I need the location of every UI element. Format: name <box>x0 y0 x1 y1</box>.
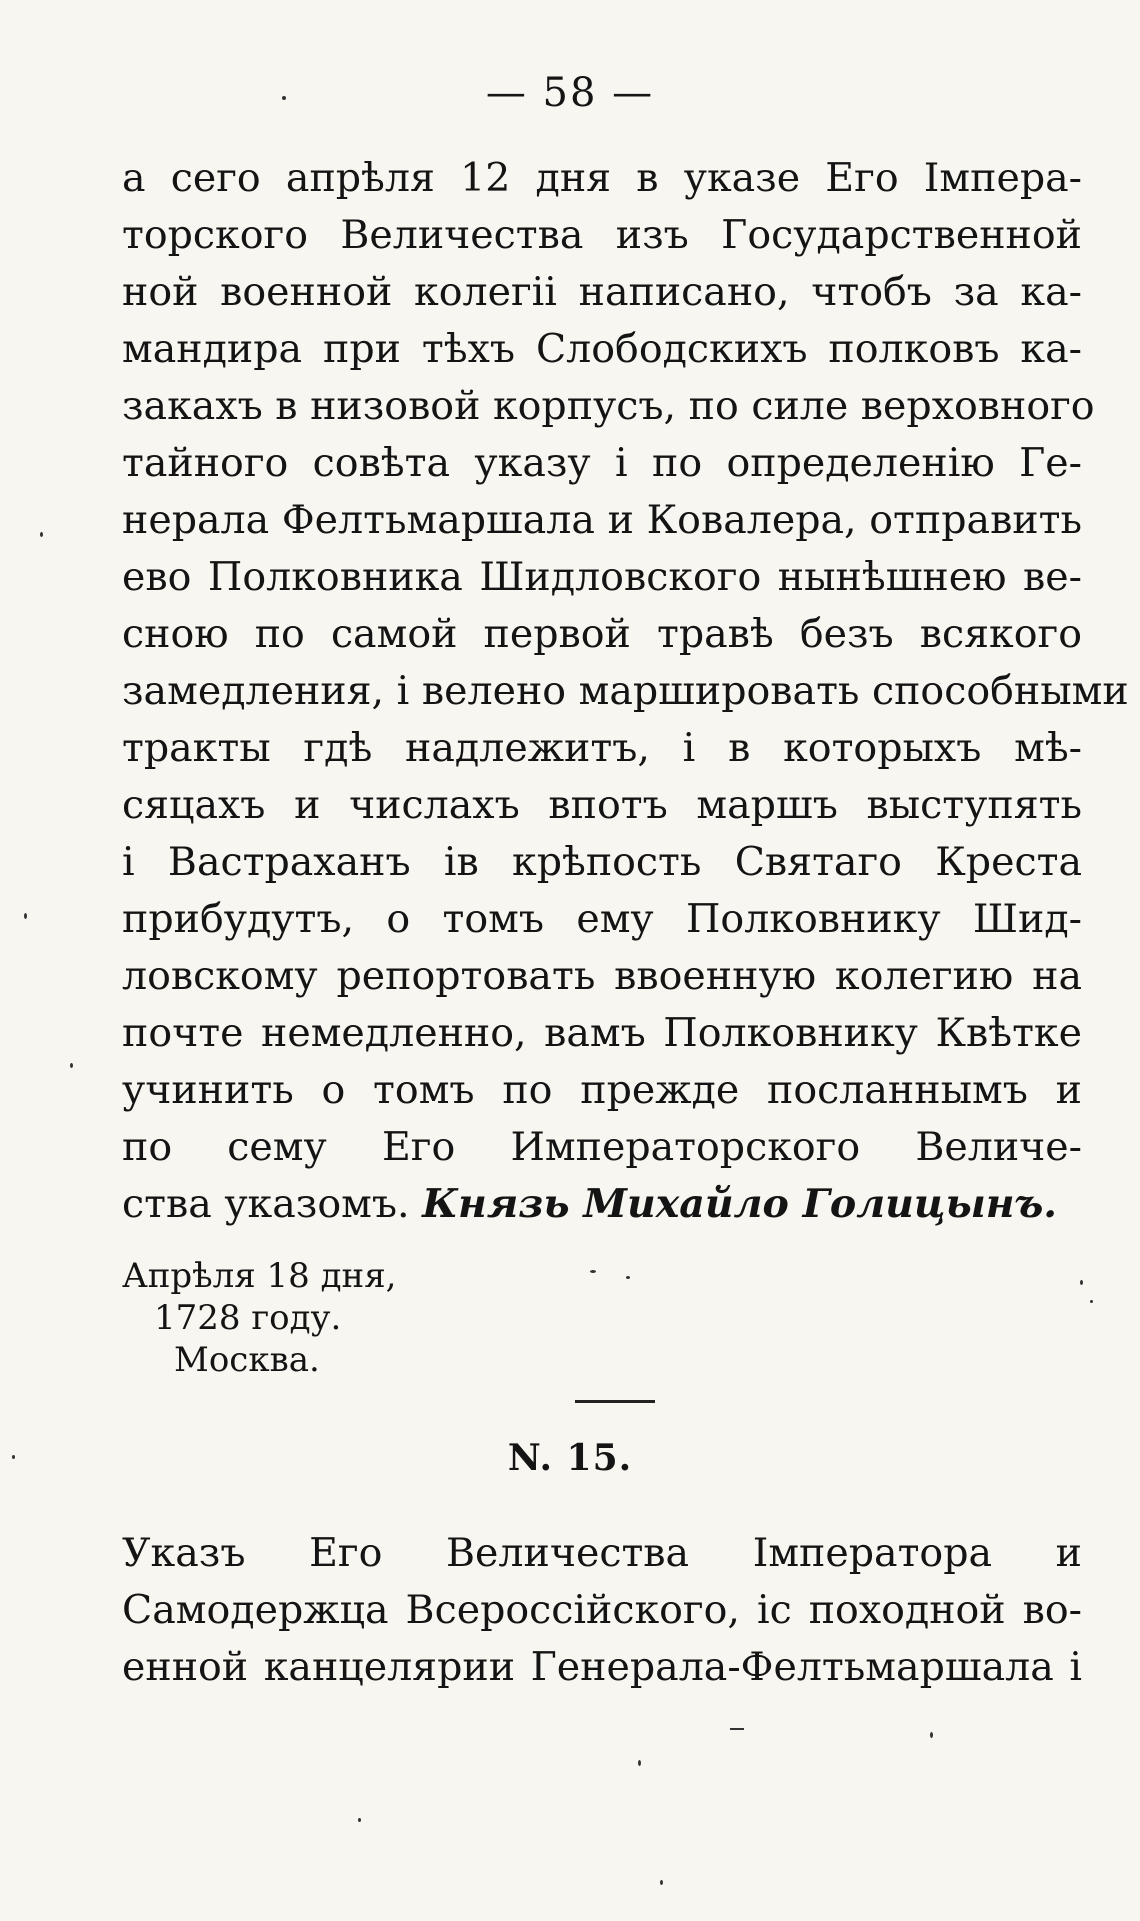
dateline-year: 1728 году. <box>154 1298 342 1338</box>
text-line: мандира при тѣхъ Слободскихъ полковъ ка- <box>122 326 1082 372</box>
dateline-place: Москва. <box>174 1340 320 1380</box>
text-line: замедления, і велено маршировать способными <box>122 668 1129 714</box>
print-speck <box>12 1455 15 1459</box>
heading-line: енной канцелярии Генерала-Фелтьмаршала і <box>122 1644 1082 1690</box>
text-line: нерала Фелтьмаршала и Ковалера, отправить <box>122 497 1082 543</box>
print-speck <box>40 532 43 537</box>
print-speck <box>358 1818 361 1822</box>
print-speck <box>930 1732 933 1738</box>
decree-body-text <box>122 150 1129 1233</box>
decree-heading-text <box>122 1525 1082 1696</box>
text-line: сяцахъ и числахъ впотъ маршъ выступять <box>122 782 1082 828</box>
print-speck <box>282 96 286 100</box>
document-number: N. 15. <box>507 1437 633 1479</box>
heading-line: Указъ Его Величества Імператора и <box>122 1530 1082 1576</box>
print-speck <box>590 1270 596 1273</box>
print-speck <box>730 1728 744 1730</box>
text-line: закахъ в низовой корпусъ, по силе верховного <box>122 383 1095 429</box>
text-line: прибудутъ, о томъ ему Полковнику Шид- <box>122 896 1082 942</box>
text-line: ево Полковника Шидловского нынѣшнею ве- <box>122 554 1082 600</box>
text-line: учинить о томъ по прежде посланнымъ и <box>122 1067 1082 1113</box>
heading-line: Самодержца Всероссійского, іс походной во- <box>122 1587 1082 1633</box>
text-line: ловскому репортовать ввоенную колегию на <box>122 953 1082 999</box>
text-line: а сего апрѣля 12 дня в указе Его Імпера- <box>122 155 1082 201</box>
text-line: тракты гдѣ надлежитъ, і в которыхъ мѣ- <box>122 725 1082 771</box>
dateline <box>122 1255 396 1381</box>
closing-text: ства указомъ. <box>122 1181 410 1227</box>
text-line: сною по самой первой травѣ безъ всякого <box>122 611 1082 657</box>
print-speck <box>638 1760 641 1766</box>
print-speck <box>24 913 27 919</box>
print-speck <box>1080 1280 1083 1285</box>
dateline-date: Апрѣля 18 дня, <box>122 1256 397 1296</box>
text-line: ной военной колегіі написано, чтобъ за ка- <box>122 269 1082 315</box>
text-line: і Вастраханъ ів крѣпость Святаго Креста <box>122 839 1082 885</box>
section-divider <box>575 1400 655 1403</box>
text-line: почте немедленно, вамъ Полковнику Квѣтке <box>122 1010 1082 1056</box>
text-line: тайного совѣта указу і по определенію Ге- <box>122 440 1082 486</box>
text-line: торского Величества изъ Государственной <box>122 212 1082 258</box>
print-speck <box>1090 1300 1093 1303</box>
print-speck <box>626 1276 630 1279</box>
print-speck <box>70 1063 73 1068</box>
text-line: по сему Его Императорского Величе- <box>122 1124 1082 1170</box>
text-line-final <box>122 1176 1082 1233</box>
print-speck <box>660 1880 663 1885</box>
page-number: — 58 — <box>485 70 655 116</box>
signature: Князь Михайло Голицынъ. <box>422 1181 1058 1227</box>
